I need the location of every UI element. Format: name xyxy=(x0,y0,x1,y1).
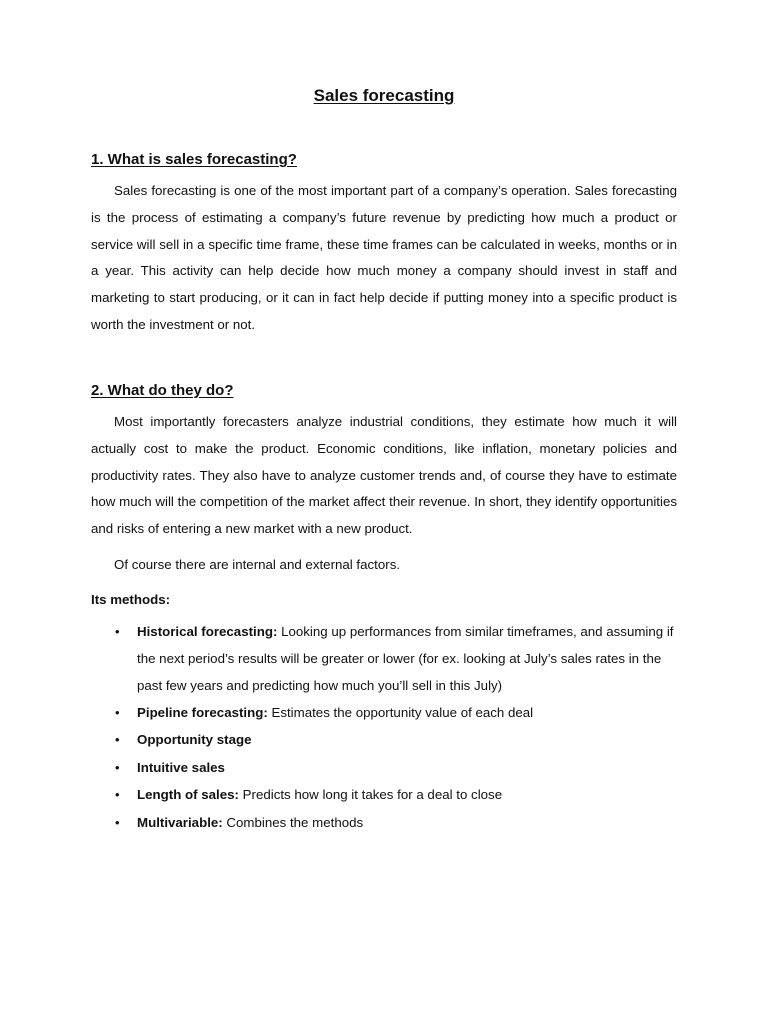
method-name: Length of sales: xyxy=(137,787,239,803)
method-item-opportunity-stage xyxy=(91,727,677,754)
method-item-multivariable xyxy=(91,810,677,837)
method-description: Predicts how long it takes for a deal to close xyxy=(238,787,503,803)
method-item-length-of-sales xyxy=(91,782,677,809)
method-item-pipeline xyxy=(91,700,677,727)
method-name: Opportunity stage xyxy=(137,732,252,748)
document-title: Sales forecasting xyxy=(313,86,455,105)
bullet-icon: • xyxy=(115,814,120,830)
section-1-heading: 1. What is sales forecasting? xyxy=(91,151,297,168)
bullet-icon: • xyxy=(115,704,120,720)
methods-list xyxy=(91,619,677,837)
section-2-paragraph-2: Of course there are internal and external factors. xyxy=(114,557,401,572)
method-name: Historical forecasting: xyxy=(137,624,278,639)
bullet-icon: • xyxy=(115,732,120,748)
method-name: Intuitive sales xyxy=(137,759,225,775)
method-description: Looking up performances from similar timeframes, and assuming if the next period’s results will be greater or lower (for ex. looking at July’s sales rates in the past few years and predicting how much you’ll sell in this July) xyxy=(137,624,674,693)
methods-label: Its methods: xyxy=(91,592,171,607)
method-name: Multivariable: xyxy=(137,814,223,830)
method-description: Estimates the opportunity value of each deal xyxy=(267,704,534,720)
bullet-icon: • xyxy=(115,787,120,803)
section-2-paragraph-1: Most importantly forecasters analyze industrial conditions, they estimate how much it will actually cost to make the product. Economic conditions, like inflation, monetary policies and productivity rates. They also have to analyze customer trends and, of course they have to estimate how much will the competition of the market affect their revenue. In short, they identify opportunities and risks of entering a new market with a new product. xyxy=(91,414,677,537)
method-description: Combines the methods xyxy=(222,814,364,830)
method-name: Pipeline forecasting: xyxy=(137,704,268,720)
bullet-icon: • xyxy=(115,624,120,639)
bullet-icon: • xyxy=(115,759,120,775)
section-1-paragraph: Sales forecasting is one of the most important part of a company’s operation. Sales forecasting is the process of estimating a company’s future revenue by predicting how much a product or service will sell in a specific time frame, these time frames can be calculated in weeks, months or in a year. This activity can help decide how much money a company should invest in staff and marketing to start producing, or it can in fact help decide if putting money into a specific product is worth the investment or not. xyxy=(91,183,677,332)
method-item-historical xyxy=(91,619,677,699)
section-2-heading: 2. What do they do? xyxy=(91,382,234,399)
method-item-intuitive-sales xyxy=(91,755,677,782)
